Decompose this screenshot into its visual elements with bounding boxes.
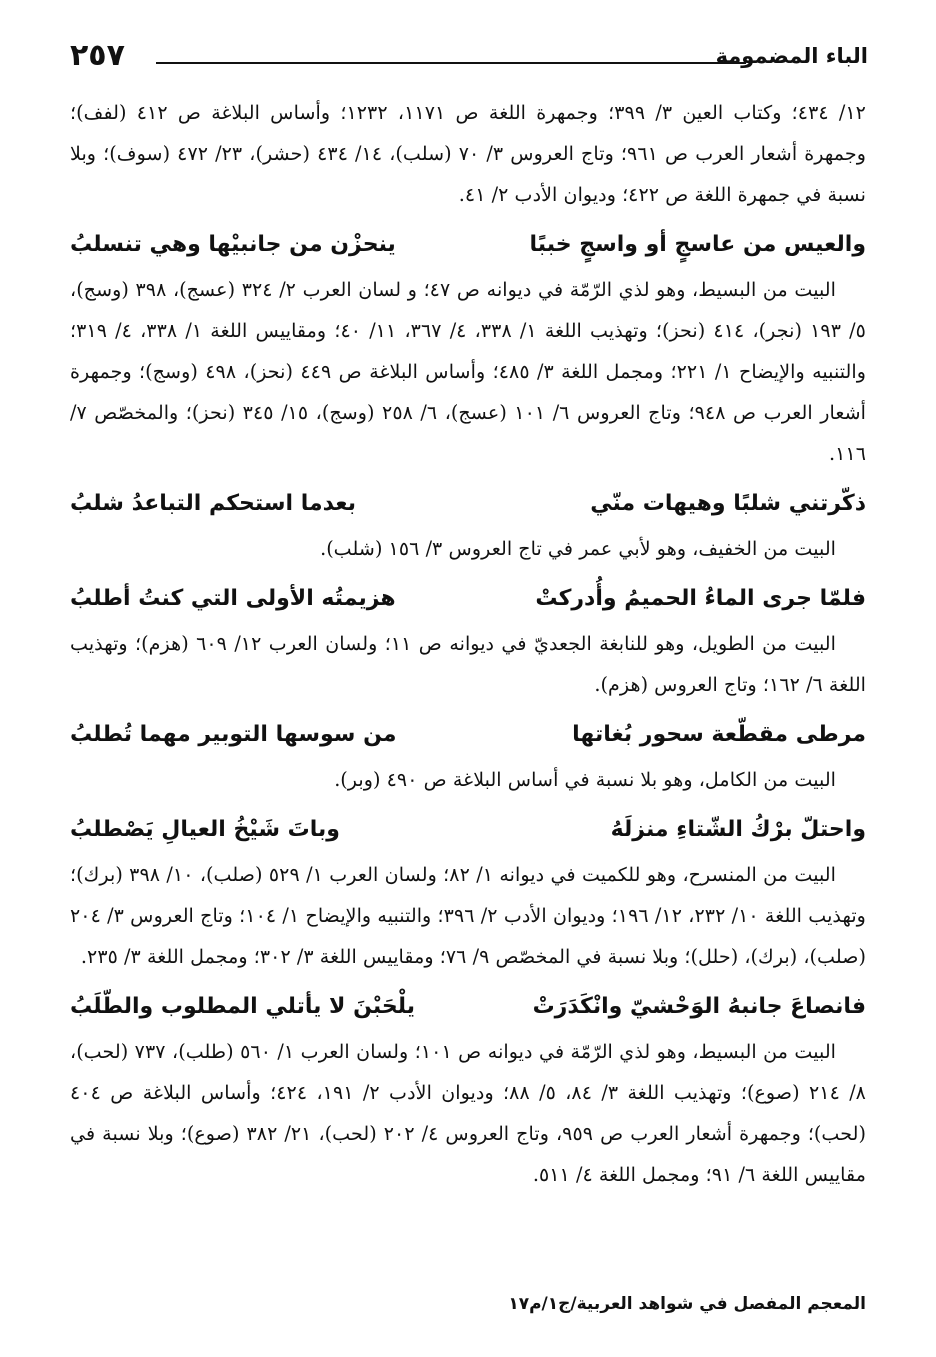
page-body <box>70 92 866 1195</box>
verse-first-hemistich: فلمّا جرى الماءُ الحميمُ وأُدركتْ <box>535 586 866 611</box>
page-header <box>70 38 868 78</box>
verse-entry <box>70 577 866 705</box>
page-number: ٢٥٧ <box>70 38 125 73</box>
verse-line <box>70 713 866 757</box>
verse-commentary: البيت من البسيط، وهو لذي الرّمّة في ديوانه ص ١٠١؛ ولسان العرب ١/ ٥٦٠ (طلب)، ٧٣٧ (لحب)، ٨/ ٢١٤ (صوع)؛ وتهذيب اللغة ٣/ ٨٤، ٥/ ٨٨؛ وديوان الأدب ٢/ ١٩١، ٤٢٤؛ وأساس البلاغة ص ٤٠٤ (لحب)؛ وجمهرة أشعار العرب ص ٩٥٩، وتاج العروس ٤/ ٢٠٢ (لحب)، ٢١/ ٣٨٢ (صوع)؛ وبلا نسبة في مقاييس اللغة ٦/ ٩١؛ ومجمل اللغة ٤/ ٥١١. <box>70 1040 866 1186</box>
verse-entry <box>70 223 866 474</box>
verse-line <box>70 808 866 852</box>
verse-second-hemistich: بعدما استحكم التباعدُ شلبُ <box>70 491 356 516</box>
verse-line <box>70 577 866 621</box>
verse-line <box>70 223 866 267</box>
verse-second-hemistich: وباتَ شَيْخُ العيالِ يَصْطلبُ <box>70 817 340 842</box>
verse-first-hemistich: فانصاعَ جانبهُ الوَحْشيّ وانْكَدَرَتْ <box>532 994 866 1019</box>
verse-commentary: البيت من المنسرح، وهو للكميت في ديوانه ١/ ٨٢؛ ولسان العرب ١/ ٥٢٩ (صلب)، ١٠/ ٣٩٨ (برك)؛ وتهذيب اللغة ١٠/ ٢٣٢، ١٢/ ١٩٦؛ وديوان الأدب ٢/ ٣٩٦؛ والتنبيه والإيضاح ١/ ١٠٤؛ وتاج العروس ٣/ ٢٠٤ (صلب)، (برك)، (حلل)؛ وبلا نسبة في المخصّص ٩/ ٧٦؛ ومقاييس اللغة ٣/ ٣٠٢؛ ومجمل اللغة ٣/ ٢٣٥. <box>70 863 866 968</box>
verse-entry <box>70 482 866 569</box>
verse-line <box>70 985 866 1029</box>
verse-second-hemistich: هزيمتُه الأولى التي كنتُ أطلبُ <box>70 586 396 611</box>
verse-first-hemistich: واحتلّ برْكُ الشّتاءِ منزلَهُ <box>610 817 866 842</box>
verse-entry <box>70 985 866 1195</box>
continued-reference-text: ١٢/ ٤٣٤؛ وكتاب العين ٣/ ٣٩٩؛ وجمهرة اللغة ص ١١٧١، ١٢٣٢؛ وأساس البلاغة ص ٤١٢ (لفف)؛ وجمهرة أشعار العرب ص ٩٦١؛ وتاج العروس ٣/ ٧٠ (سلب)، ١٤/ ٤٣٤ (حشر)، ٢٣/ ٤٧٢ (سوف)؛ وبلا نسبة في جمهرة اللغة ص ٤٢٢؛ وديوان الأدب ٢/ ٤١. <box>70 101 866 206</box>
verse-first-hemistich: ذكّرتني شلبًا وهيهات منّي <box>590 491 866 516</box>
verse-first-hemistich: مرطى مقطّعة سحور بُغاتها <box>572 722 866 747</box>
header-rule <box>156 62 746 64</box>
verse-commentary: البيت من الطويل، وهو للنابغة الجعديّ في ديوانه ص ١١؛ ولسان العرب ١٢/ ٦٠٩ (هزم)؛ وتهذيب اللغة ٦/ ١٦٢؛ وتاج العروس (هزم). <box>70 632 866 696</box>
verse-entry <box>70 808 866 977</box>
verse-second-hemistich: يلْحَبْنَ لا يأتلي المطلوب والطّلَبُ <box>70 994 415 1019</box>
verse-commentary: البيت من البسيط، وهو لذي الرّمّة في ديوانه ص ٤٧؛ و لسان العرب ٢/ ٣٢٤ (عسج)، ٣٩٨ (وسج)، ٥/ ١٩٣ (نجر)، ٤١٤ (نحز)؛ وتهذيب اللغة ١/ ٣٣٨، ٤/ ٣٦٧، ١١/ ٤٠؛ ومقاييس اللغة ١/ ٣٣٨، ٤/ ٣١٩؛ والتنبيه والإيضاح ١/ ٢٢١؛ ومجمل اللغة ٣/ ٤٨٥؛ وأساس البلاغة ص ٤٤٩ (نحز)، ٤٩٨ (وسج)؛ وجمهرة أشعار العرب ص ٩٤٨؛ وتاج العروس ٦/ ١٠١ (عسج)، ٦/ ٢٥٨ (وسج)، ١٥/ ٣٤٥ (نحز)؛ والمخصّص ٧/ ١١٦. <box>70 278 866 465</box>
verse-second-hemistich: من سوسها التوبير مهما تُطلبُ <box>70 722 397 747</box>
verse-second-hemistich: ينحزْن من جانبيْها وهي تنسلبُ <box>70 232 396 257</box>
verse-commentary: البيت من الكامل، وهو بلا نسبة في أساس البلاغة ص ٤٩٠ (وبر). <box>334 768 836 791</box>
verse-line <box>70 482 866 526</box>
verse-entry <box>70 713 866 800</box>
verse-commentary: البيت من الخفيف، وهو لأبي عمر في تاج العروس ٣/ ١٥٦ (شلب). <box>320 537 836 560</box>
verse-first-hemistich: والعيس من عاسجٍ أو واسجٍ خببًا <box>529 232 866 257</box>
running-title: الباء المضمومة <box>715 44 868 68</box>
printer-signature: المعجم المفصل في شواهد العربية/ج١/م١٧ <box>508 1294 866 1314</box>
